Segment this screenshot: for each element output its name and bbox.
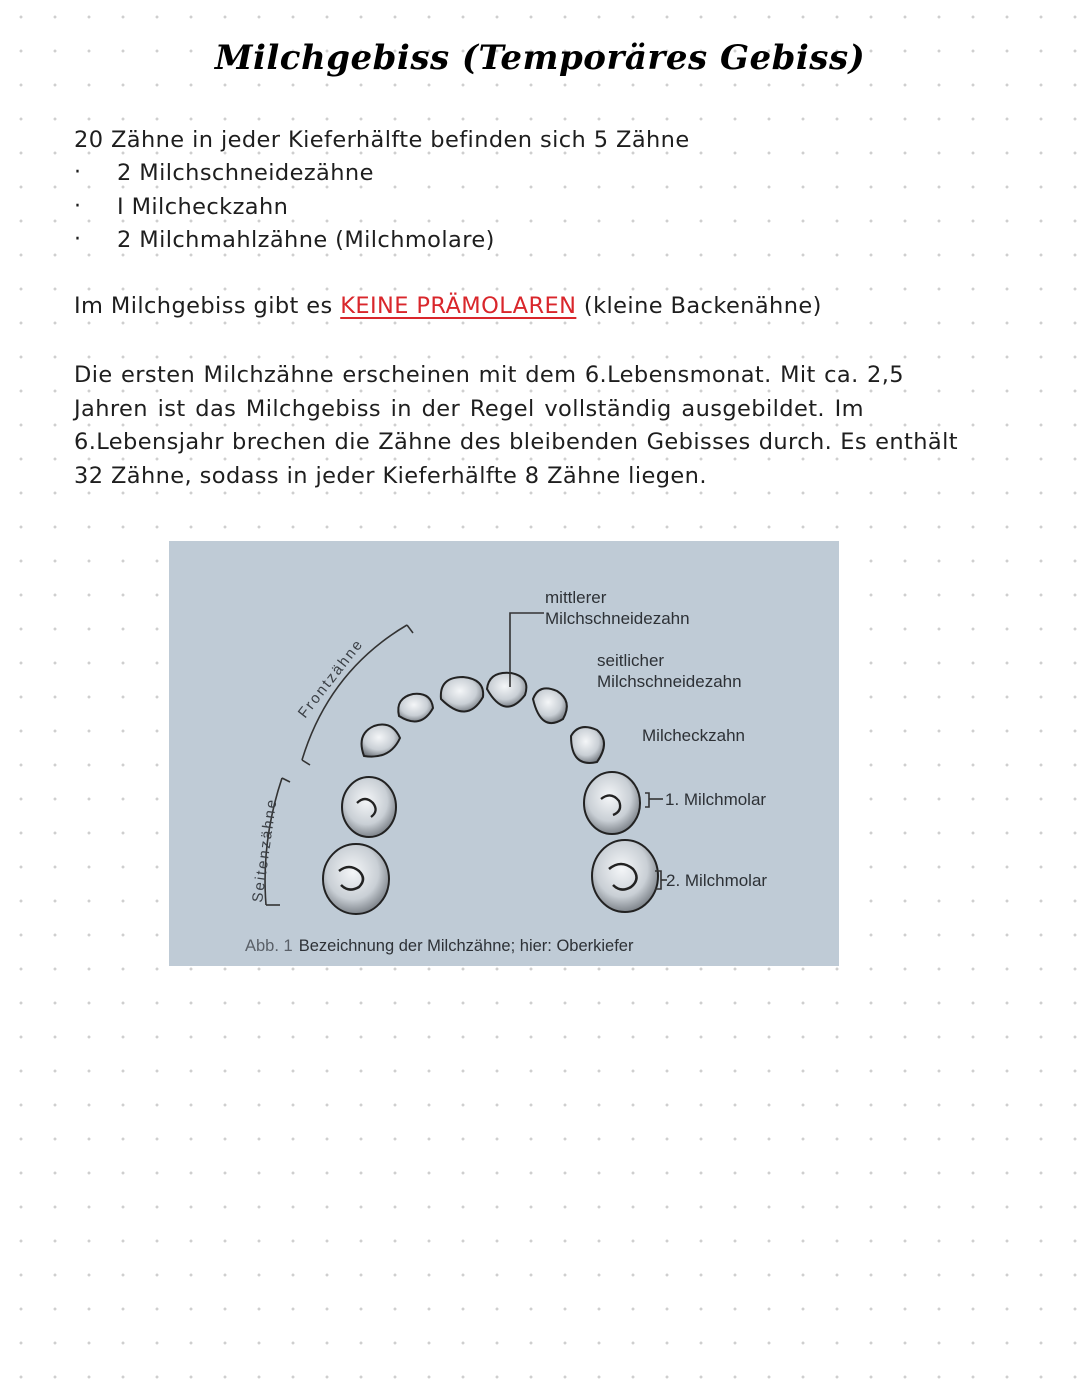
bullet-dot: · (74, 227, 81, 252)
front-teeth-label: Frontzähne (294, 635, 368, 722)
page-title: Milchgebiss (Temporäres Gebiss) (214, 38, 866, 78)
label-seitlicher (597, 650, 742, 692)
list-item: 2 Milchschneidezähne (117, 160, 374, 186)
label-line: seitlicher (597, 651, 665, 670)
paragraph-line: 32 Zähne, sodass in jeder Kieferhälfte 8 Zähne liegen. (74, 462, 707, 489)
label-mittlerer (545, 587, 690, 629)
label-line: mittlerer (545, 588, 607, 607)
paragraph-line: Jahren ist das Milchgebiss in der Regel vollständig ausgebildet. Im (74, 395, 864, 422)
bullet-dot: · (74, 160, 81, 185)
left-central-incisor (441, 677, 483, 712)
left-lateral-incisor (398, 694, 433, 722)
list-item: 2 Milchmahlzähne (Milchmolare) (117, 227, 495, 253)
bullet-dot: · (74, 194, 81, 219)
label-molar1: 1. Milchmolar (665, 790, 767, 809)
label-eckzahn: Milcheckzahn (642, 726, 745, 745)
caption-number: Abb. 1 (245, 937, 293, 955)
right-central-incisor (487, 673, 526, 707)
left-second-molar (323, 844, 389, 914)
label-line: Milchschneidezahn (597, 672, 742, 691)
right-lateral-incisor (533, 688, 567, 723)
label-molar2: 2. Milchmolar (666, 871, 768, 890)
label-line: Milchschneidezahn (545, 609, 690, 628)
right-canine (571, 727, 604, 763)
left-canine (362, 725, 400, 757)
paragraph (74, 359, 974, 493)
note-line (74, 293, 822, 319)
note-before: Im Milchgebiss gibt es (74, 293, 341, 319)
paragraph-line: 6.Lebensjahr brechen die Zähne des bleibenden Gebisses durch. Es enthält (74, 429, 958, 455)
right-first-molar (584, 772, 640, 834)
side-teeth-label: Seitenzähne (249, 796, 281, 904)
list-item: I Milcheckzahn (117, 194, 289, 220)
paragraph-line: Die ersten Milchzähne erscheinen mit dem 6.Lebensmonat. Mit ca. 2,5 (74, 362, 904, 388)
figure-caption (245, 937, 633, 956)
upper-jaw-illustration (169, 541, 839, 966)
highlight-no-premolars: KEINE PRÄMOLAREN (340, 293, 577, 319)
intro-text: 20 Zähne in jeder Kieferhälfte befinden sich 5 Zähne (74, 127, 690, 153)
left-first-molar (342, 777, 396, 837)
right-second-molar (592, 840, 658, 912)
teeth-figure (169, 541, 839, 966)
note-after: (kleine Backenähne) (576, 293, 822, 319)
caption-text: Bezeichnung der Milchzähne; hier: Oberkiefer (298, 937, 634, 955)
